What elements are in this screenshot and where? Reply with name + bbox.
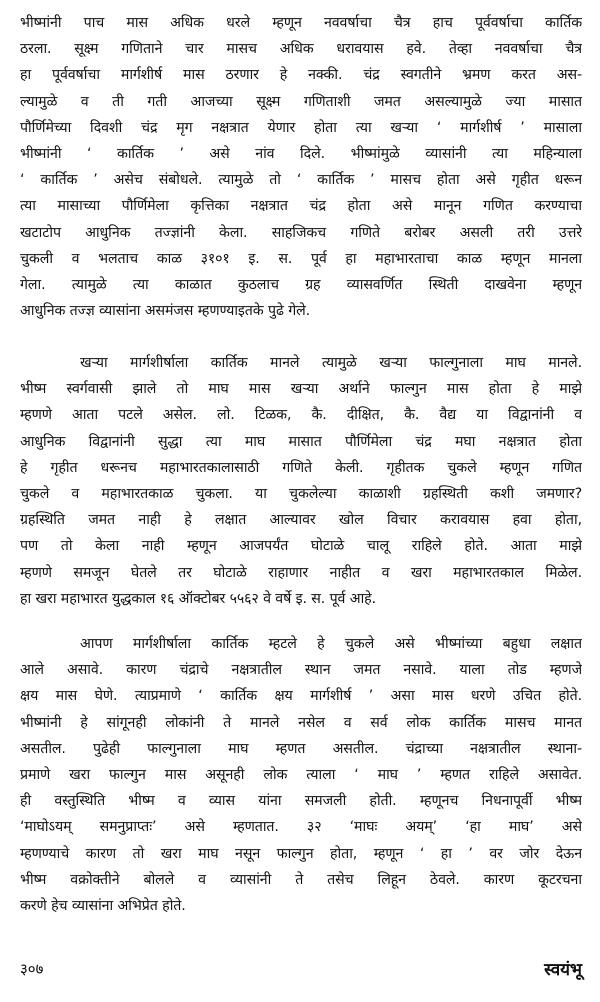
book-title: स्वयंभू bbox=[544, 960, 582, 980]
text-line: चुकली व भलताच काळ ३१०१ इ. स. पूर्व हा महाभारताचा काळ म्हणून मानला bbox=[20, 250, 582, 267]
text-line: पौर्णिमेच्या दिवशी चंद्र मृग नक्षत्रात येणार होता त्या खऱ्या ‘ मार्गशीर्ष ’ मासाला bbox=[20, 119, 582, 136]
text-line: आधुनिक तज्ज्ञ व्यासांना असमंजस म्हणण्याइतके पुढे गेले. bbox=[20, 303, 311, 320]
page-footer bbox=[20, 957, 582, 987]
page-number: ३०७ bbox=[20, 960, 44, 978]
text-line: भीष्मांनी ‘ कार्तिक ’ असे नांव दिले. भीष्मांमुळे व्यासांनी त्या महिन्याला bbox=[20, 145, 582, 162]
text-line: म्हणण्याचे कारण तो खरा माघ नसून फाल्गुन होता, म्हणून ‘ हा ’ वर जोर देऊन bbox=[20, 845, 582, 862]
text-line: आधुनिक विद्वानांनी सुद्धा त्या माघ मासात पौर्णिमेला चंद्र मघा नक्षत्रात होता bbox=[20, 433, 582, 450]
text-line: हे गृहीत धरूनच महाभारतकालासाठी गणिते केली. गृहीतक चुकले म्हणून गणित bbox=[20, 459, 582, 476]
text-line: हा खरा महाभारत युद्धकाल १६ ऑक्टोबर ५५६२ वे वर्षे इ. स. पूर्व आहे. bbox=[20, 590, 376, 607]
text-line: ल्यामुळे व ती गती आजच्या सूक्ष्म गणिताशी जमत असल्यामुळे ज्या मासात bbox=[20, 93, 582, 110]
text-line: भीष्मांनी हे सांगूनही लोकांनी ते मानले नसेल व सर्व लोक कार्तिक मासच मानत bbox=[20, 714, 582, 731]
text-line: खटाटोप आधुनिक तज्ज्ञांनी केला. साहजिकच गणिते बरोबर असली तरी उत्तरे bbox=[20, 224, 582, 241]
text-line: पण तो केला नाही म्हणून आजपर्यंत घोटाळे चालू राहिले होते. आता माझे bbox=[20, 538, 582, 555]
text-line: भीष्मांनी पाच मास अधिक धरले म्हणून नववर्षाचा चैत्र हाच पूर्ववर्षाचा कार्तिक bbox=[20, 15, 582, 31]
text-line: गेला. त्यामुळे त्या काळात कुठलाच ग्रह व्यासवर्णित स्थिती दाखवेना म्हणून bbox=[20, 276, 582, 293]
paragraph-3 bbox=[20, 631, 582, 919]
text-line: ग्रहस्थिति जमत नाही हे लक्षात आल्यावर खोल विचार करावयास हवा होता, bbox=[20, 512, 582, 529]
text-line: भीष्म वक्रोक्तीने बोलले व व्यासांनी ते तसेच लिहून ठेवले. कारण कूटरचना bbox=[20, 871, 582, 888]
text-line: खऱ्या मार्गशीर्षाला कार्तिक मानले त्यामुळे खऱ्या फाल्गुनाला माघ मानले. bbox=[80, 355, 582, 371]
text-line: आपण मार्गशीर्षाला कार्तिक म्हटले हे चुकले असे भीष्मांच्या बहुधा लक्षात bbox=[80, 636, 582, 652]
paragraph-2 bbox=[20, 350, 582, 612]
text-line: चुकले व महाभारतकाळ चुकला. या चुकलेल्या काळाशी ग्रहस्थिती कशी जमणार? bbox=[20, 485, 582, 502]
text-line: ‘ कार्तिक ’ असेच संबोधले. त्यामुळे तो ‘ कार्तिक ’ मासच होता असे गृहीत धरून bbox=[20, 172, 582, 189]
text-line: हा पूर्ववर्षाचा मार्गशीर्ष मास ठरणार हे नक्की. चंद्र स्वगतीने भ्रमण करत अस- bbox=[20, 67, 582, 84]
text-line: आले असावे. कारण चंद्राचे नक्षत्रातील स्थान जमत नसावे. याला तोड म्हणजे bbox=[20, 662, 582, 679]
text-line: त्या मासाच्या पौर्णिमेला कृत्तिका नक्षत्रात चंद्र होता असे मानून गणित करण्याचा bbox=[20, 198, 582, 215]
text-line: ही वस्तुस्थिति भीष्म व व्यास यांना समजली होती. म्हणूनच निधनापूर्वी भीष्म bbox=[20, 793, 582, 810]
text-line: म्हणणे समजून घेतले तर घोटाळे राहाणार नाहीत व खरा महाभारतकाल मिळेल. bbox=[20, 564, 582, 581]
text-line: ठरला. सूक्ष्म गणिताने चार मासच अधिक धरावयास हवे. तेव्हा नववर्षाचा चैत्र bbox=[20, 41, 582, 58]
text-line: करणे हेच व्यासांना अभिप्रेत होते. bbox=[20, 897, 186, 914]
text-line: ‘माघोऽयम् समनुप्राप्तः’ असे म्हणतात. ३२ ‘माघः अयम्’ ‘हा माघ’ असे bbox=[20, 819, 582, 836]
text-line: म्हणणे आता पटले असेल. लो. टिळक, कै. दीक्षित, कै. वैद्य या विद्वानांनी व bbox=[20, 407, 582, 424]
text-line: असतील. पुढेही फाल्गुनाला माघ म्हणत असतील. चंद्राच्या नक्षत्रातील स्थाना- bbox=[20, 740, 582, 757]
text-line: क्षय मास घेणे. त्याप्रमाणे ‘ कार्तिक क्षय मार्गशीर्ष ’ असा मास धरणे उचित होते. bbox=[20, 688, 582, 705]
paragraph-1 bbox=[20, 10, 582, 324]
text-line: प्रमाणे खरा फाल्गुन मास असूनही लोक त्याला ‘ माघ ’ म्हणत राहिले असावेत. bbox=[20, 766, 582, 783]
text-line: भीष्म स्वर्गवासी झाले तो माघ मास खऱ्या अर्थाने फाल्गुन मास होता हे माझे bbox=[20, 381, 582, 398]
